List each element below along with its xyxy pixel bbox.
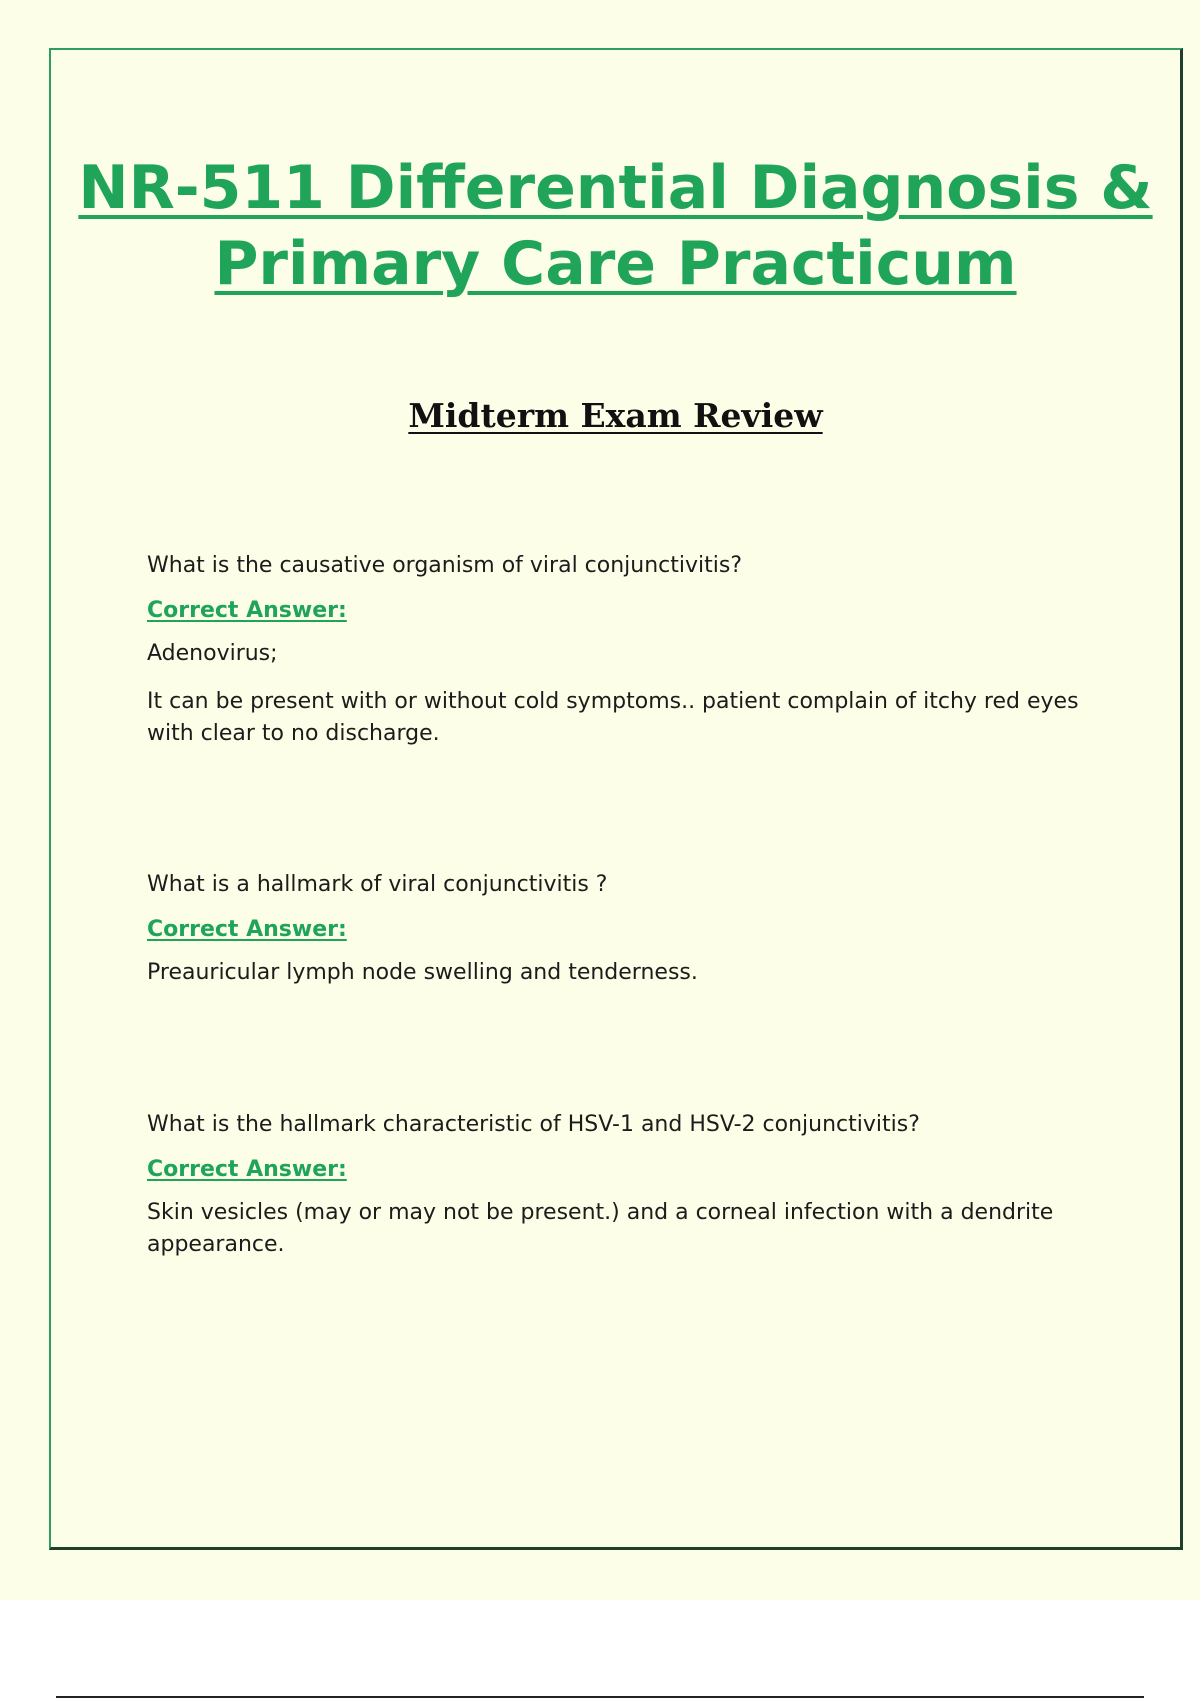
qa-block-2 (147, 869, 1107, 989)
qa-block-1 (147, 550, 1107, 750)
answer-2-line-1: Preauricular lymph node swelling and tenderness. (147, 960, 698, 985)
answer-1-line-2: It can be present with or without cold symptoms.. patient complain of itchy red eyes with clear to no discharge. (147, 689, 1079, 746)
document-title: NR-511 Differential Diagnosis & Primary Care Practicum (78, 153, 1153, 299)
answer-3-line-1: Skin vesicles (may or may not be present.) and a corneal infection with a dendrite appearance. (147, 1200, 1054, 1257)
answer-1-line-1: Adenovirus; (147, 641, 278, 666)
qa-block-3 (147, 1109, 1107, 1261)
answer-label-1: Correct Answer: (147, 598, 347, 623)
question-2: What is a hallmark of viral conjunctivitis ? (147, 872, 608, 897)
bottom-divider (56, 1696, 1144, 1698)
question-3: What is the hallmark characteristic of HSV-1 and HSV-2 conjunctivitis? (147, 1112, 920, 1137)
answer-label-2: Correct Answer: (147, 917, 347, 942)
document-subtitle: Midterm Exam Review (408, 396, 823, 435)
question-1: What is the causative organism of viral conjunctivitis? (147, 553, 743, 578)
document-frame (49, 48, 1183, 1550)
answer-label-3: Correct Answer: (147, 1157, 347, 1182)
